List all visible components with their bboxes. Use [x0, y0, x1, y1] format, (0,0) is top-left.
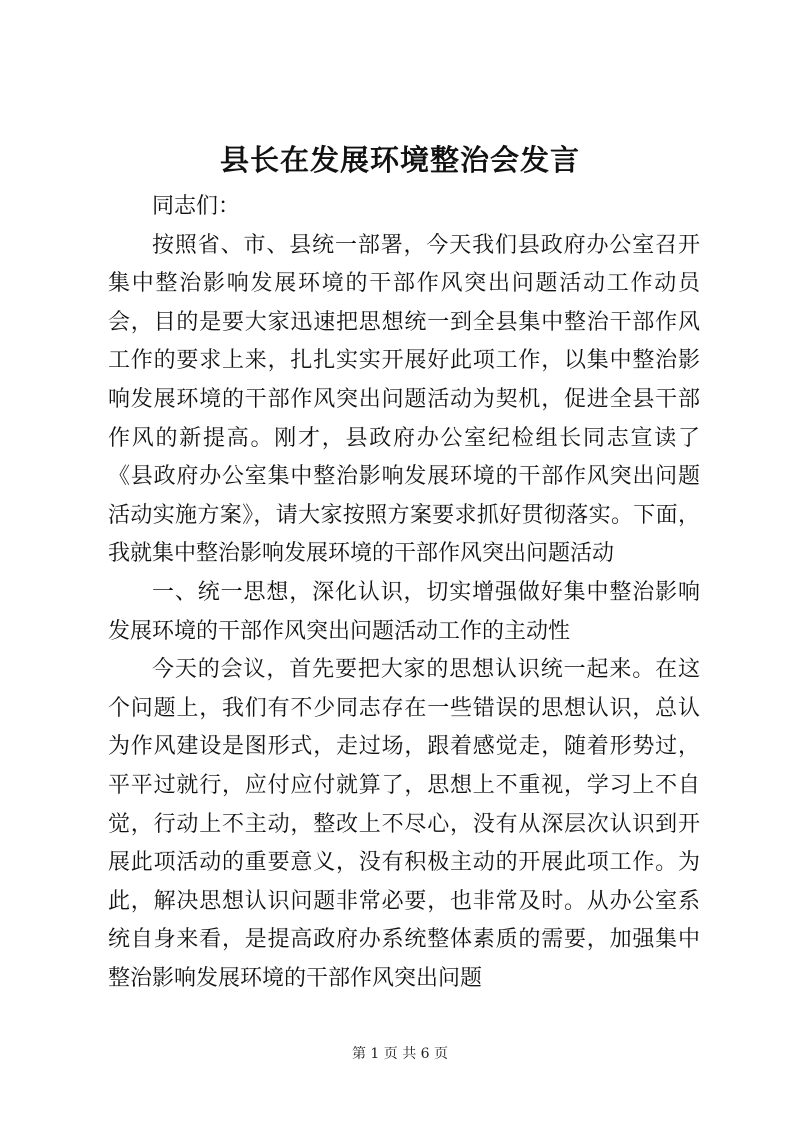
paragraph-2-heading: 一、统一思想，深化认识，切实增强做好集中整治影响发展环境的干部作风突出问题活动工作的主动性 — [108, 579, 700, 644]
page-footer: 第 1 页 共 6 页 — [351, 1046, 449, 1062]
page-title: 县长在发展环境整治会发言 — [219, 143, 580, 177]
paragraph-3: 今天的会议，首先要把大家的思想认识统一起来。在这个问题上，我们有不少同志存在一些错误的思想认识，总认为作风建设是图形式，走过场，跟着感觉走，随着形势过，平平过就行，应付应付就算了，思想上不重视，学习上不自觉，行动上不主动，整改上不尽心，没有从深层次认识到开展此项活动的重要意义，没有积极主动的开展此项工作。为此，解决思想认识问题非常必要，也非常及时。从办公室系统自身来看，是提高政府办系统整体素质的需要，加强集中整治影响发展环境的干部作风突出问题 — [108, 657, 700, 991]
salutation: 同志们： — [152, 194, 241, 219]
document-body — [108, 188, 700, 998]
paragraph-1: 按照省、市、县统一部署，今天我们县政府办公室召开集中整治影响发展环境的干部作风突出问题活动工作动员会，目的是要大家迅速把思想统一到全县集中整治干部作风工作的要求上来，扎扎实实开展好此项工作，以集中整治影响发展环境的干部作风突出问题活动为契机，促进全县干部作风的新提高。刚才，县政府办公室纪检组长同志宣读了《县政府办公室集中整治影响发展环境的干部作风突出问题活动实施方案》，请大家按照方案要求抓好贯彻落实。下面，我就集中整治影响发展环境的干部作风突出问题活动 — [108, 232, 700, 567]
